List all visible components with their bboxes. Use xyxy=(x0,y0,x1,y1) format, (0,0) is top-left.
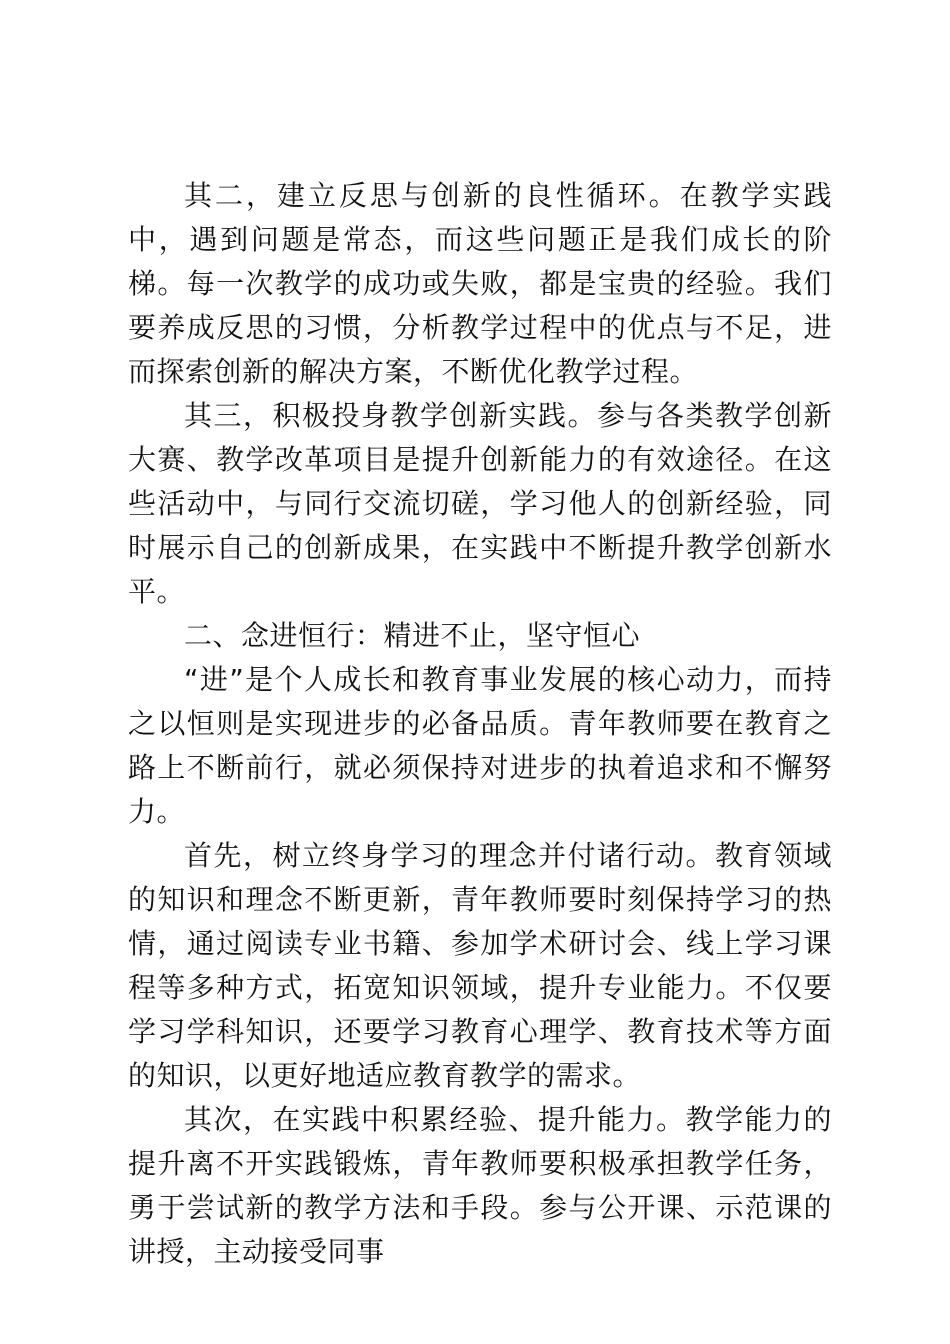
paragraph-reflection-innovation: 其二，建立反思与创新的良性循环。在教学实践中，遇到问题是常态，而这些问题正是我们成长的阶梯。每一次教学的成功或失败，都是宝贵的经验。我们要养成反思的习惯，分析教学过程中的优点与不足，进而探索创新的解决方案，不断优化教学过程。 xyxy=(128,179,832,388)
document-body xyxy=(128,174,832,1274)
paragraph-progress-intro: “进”是个人成长和教育事业发展的核心动力，而持之以恒则是实现进步的必备品质。青年教师要在教育之路上不断前行，就必须保持对进步的执着追求和不懈努力。 xyxy=(128,663,832,828)
paragraph-practice-experience: 其次，在实践中积累经验、提升能力。教学能力的提升离不开实践锻炼，青年教师要积极承担教学任务，勇于尝试新的教学方法和手段。参与公开课、示范课的讲授，主动接受同事 xyxy=(128,1103,832,1268)
paragraph-lifelong-learning: 首先，树立终身学习的理念并付诸行动。教育领域的知识和理念不断更新，青年教师要时刻保持学习的热情，通过阅读专业书籍、参加学术研讨会、线上学习课程等多种方式，拓宽知识领域，提升专业能力。不仅要学习学科知识，还要学习教育心理学、教育技术等方面的知识，以更好地适应教育教学的需求。 xyxy=(128,839,832,1092)
section-heading: 二、念进恒行：精进不止，坚守恒心 xyxy=(184,619,641,652)
paragraph-innovation-practice: 其三，积极投身教学创新实践。参与各类教学创新大赛、教学改革项目是提升创新能力的有效途径。在这些活动中，与同行交流切磋，学习他人的创新经验，同时展示自己的创新成果，在实践中不断提升教学创新水平。 xyxy=(128,399,832,608)
